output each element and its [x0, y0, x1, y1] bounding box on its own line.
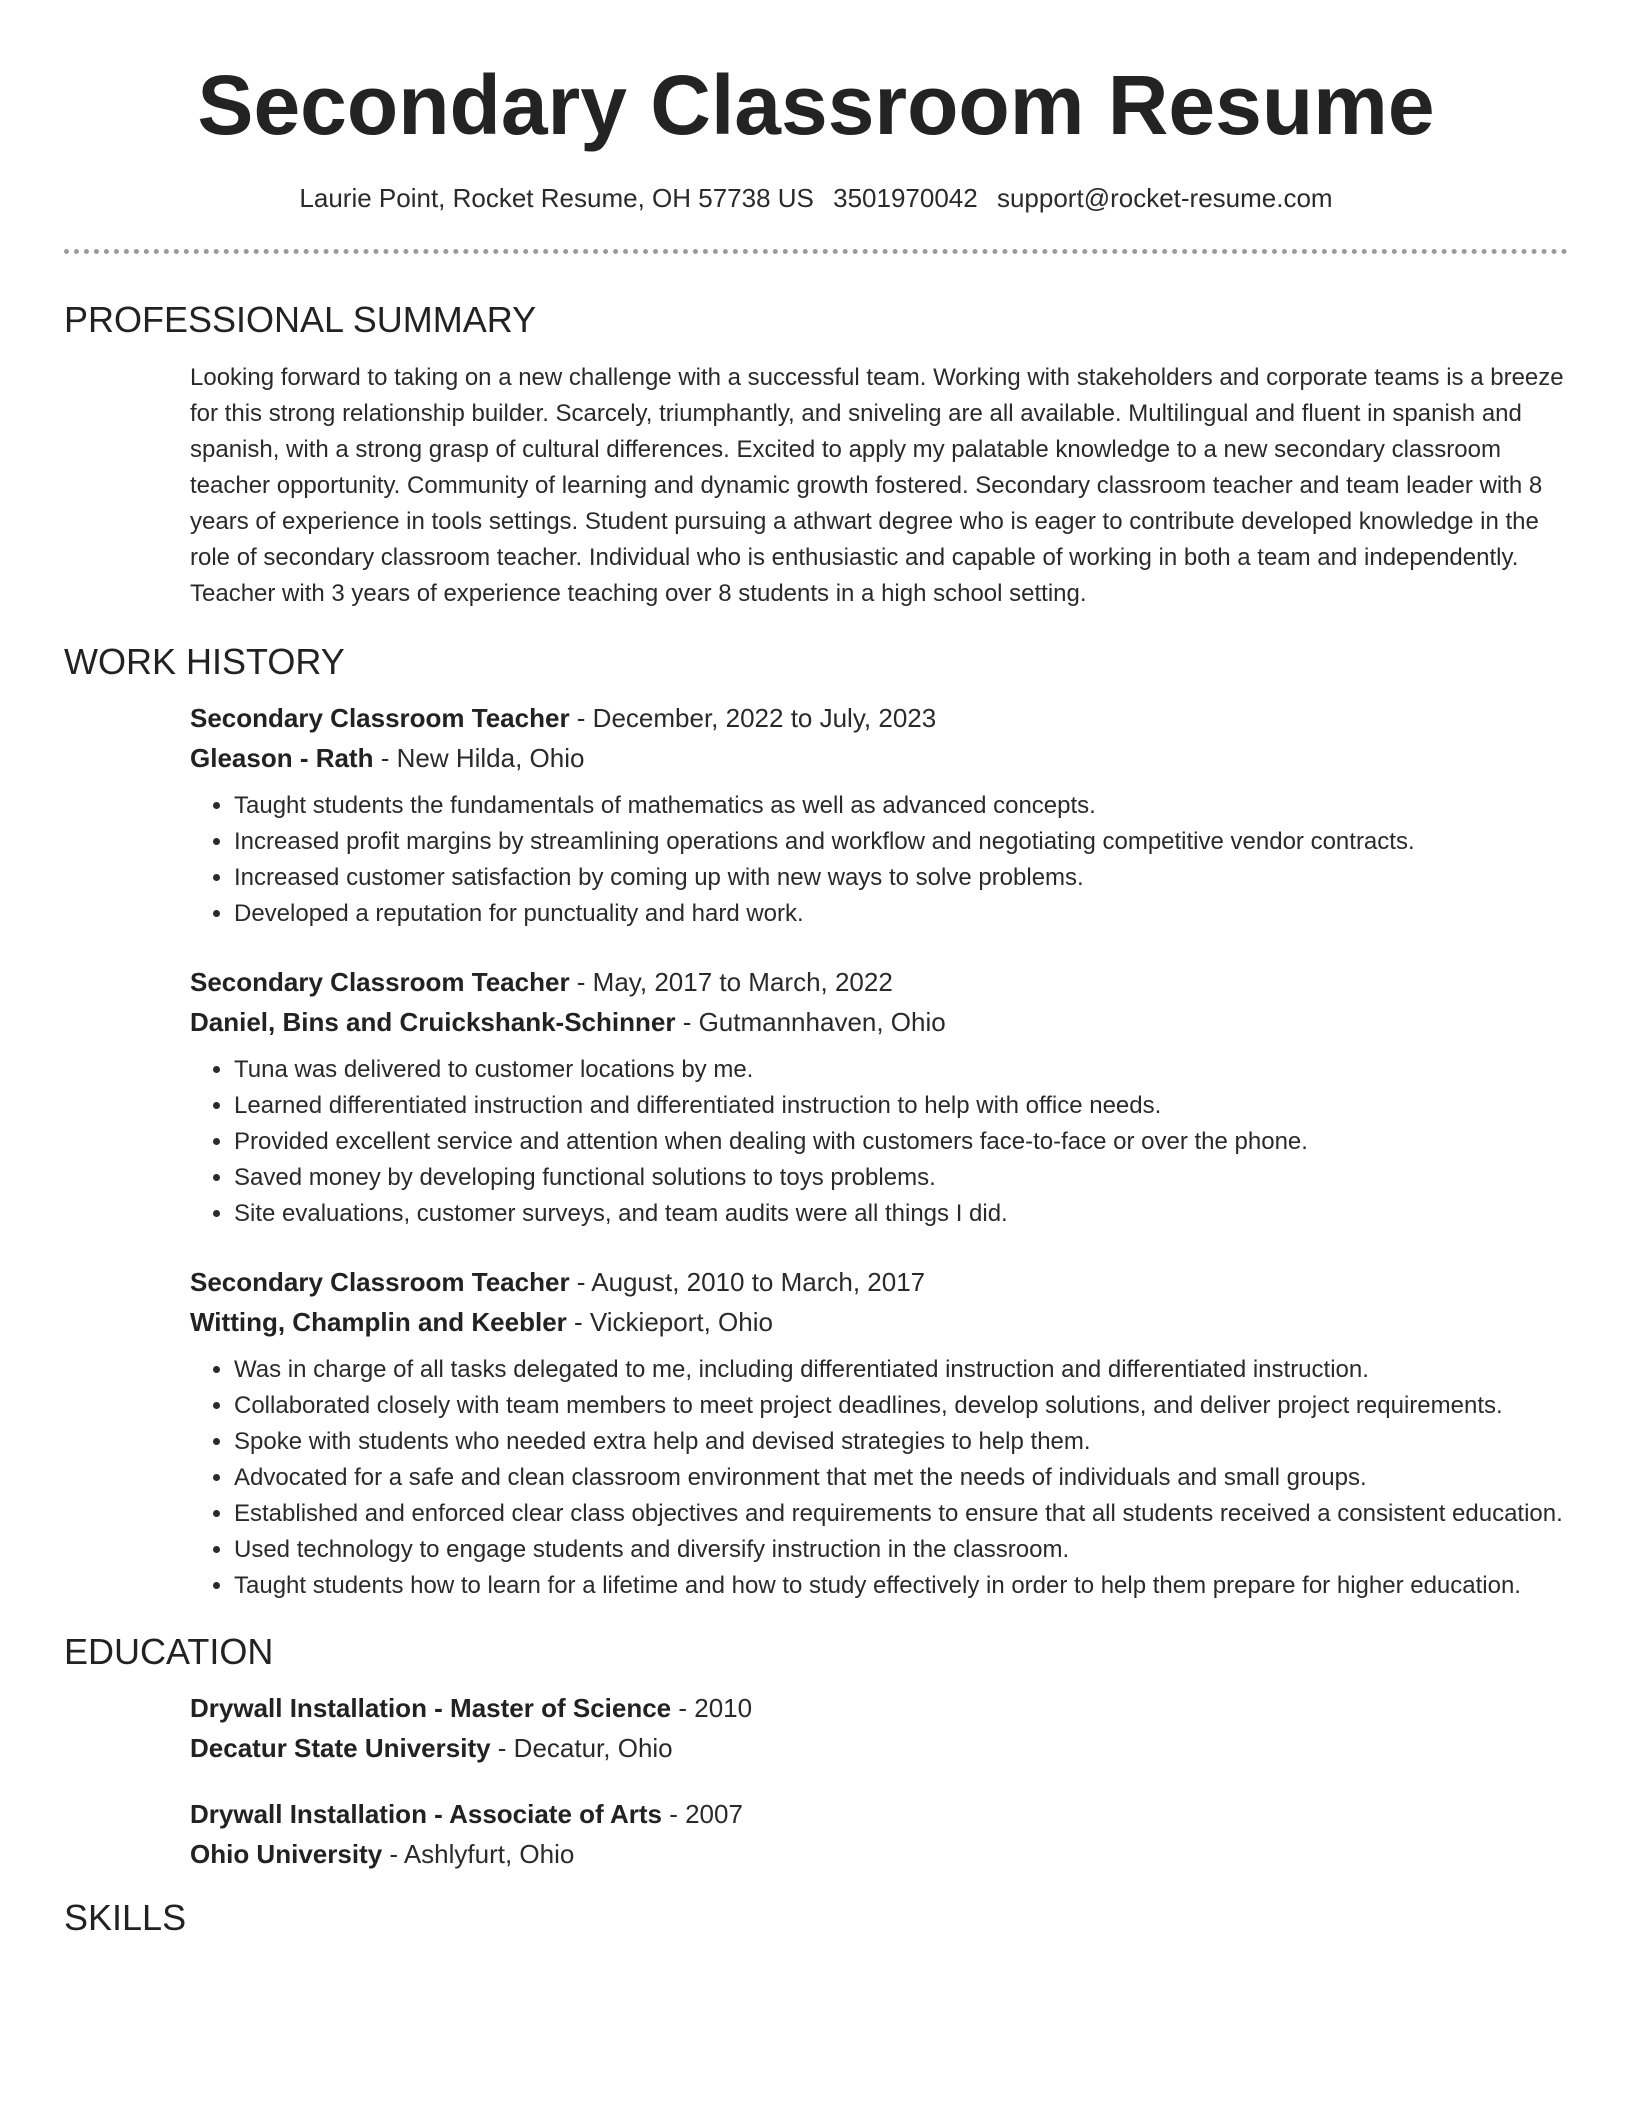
education-section	[64, 1630, 1568, 1874]
job-location: - Gutmannhaven, Ohio	[675, 1007, 946, 1037]
work-history-section	[64, 640, 1568, 1604]
list-item: • Saved money by developing functional solutions to toys problems.	[234, 1160, 1568, 1196]
job-title: Secondary Classroom Teacher	[190, 1267, 570, 1297]
list-item: • Used technology to engage students and diversify instruction in the classroom.	[234, 1532, 1568, 1568]
job-dates: - May, 2017 to March, 2022	[569, 967, 893, 997]
job-title: Secondary Classroom Teacher	[190, 703, 570, 733]
job-location: - Vickieport, Ohio	[566, 1307, 773, 1337]
education-heading: EDUCATION	[64, 1631, 274, 1672]
contact-address: Laurie Point, Rocket Resume, OH 57738 US	[299, 183, 814, 213]
degree: Drywall Installation - Associate of Arts	[190, 1799, 662, 1829]
school-location: - Decatur, Ohio	[490, 1733, 673, 1763]
list-item: • Increased profit margins by streamlining operations and workflow and negotiating competitive vendor contracts.	[234, 824, 1568, 860]
job-entry	[190, 1262, 1568, 1604]
school-line	[190, 1728, 1568, 1768]
list-item: • Taught students how to learn for a lifetime and how to study effectively in order to help them prepare for higher education.	[234, 1568, 1568, 1604]
skills-section	[64, 1896, 1568, 1940]
job-location: - New Hilda, Ohio	[373, 743, 585, 773]
school-location: - Ashlyfurt, Ohio	[382, 1839, 575, 1869]
list-item: • Taught students the fundamentals of mathematics as well as advanced concepts.	[234, 788, 1568, 824]
summary-section	[64, 298, 1568, 612]
degree-year: - 2010	[671, 1693, 753, 1723]
list-item: • Site evaluations, customer surveys, and team audits were all things I did.	[234, 1196, 1568, 1232]
job-company-line	[190, 738, 1568, 778]
job-company-line	[190, 1002, 1568, 1042]
job-title-line	[190, 698, 1568, 738]
summary-heading: PROFESSIONAL SUMMARY	[64, 299, 537, 340]
job-bullets	[190, 1052, 1568, 1232]
school: Ohio University	[190, 1839, 383, 1869]
header-divider	[64, 249, 1568, 254]
education-body	[64, 1688, 1568, 1874]
job-company: Daniel, Bins and Cruickshank-Schinner	[190, 1007, 676, 1037]
page-title: Secondary Classroom Resume	[197, 58, 1435, 152]
summary-body	[64, 360, 1568, 612]
degree-year: - 2007	[661, 1799, 743, 1829]
job-dates: - December, 2022 to July, 2023	[569, 703, 937, 733]
education-entry	[190, 1794, 1568, 1874]
degree-line	[190, 1794, 1568, 1834]
list-item: • Tuna was delivered to customer locations by me.	[234, 1052, 1568, 1088]
list-item: • Was in charge of all tasks delegated to me, including differentiated instruction and differentiated instruction.	[234, 1352, 1568, 1388]
job-entry	[190, 962, 1568, 1232]
education-entry	[190, 1688, 1568, 1768]
list-item: • Learned differentiated instruction and differentiated instruction to help with office needs.	[234, 1088, 1568, 1124]
contact-email: support@rocket-resume.com	[996, 183, 1333, 213]
job-company: Gleason - Rath	[190, 743, 374, 773]
job-bullets	[190, 1352, 1568, 1604]
work-history-heading: WORK HISTORY	[64, 641, 345, 682]
resume-page	[64, 0, 1568, 1940]
contact-phone: 3501970042	[833, 183, 978, 213]
list-item: • Increased customer satisfaction by coming up with new ways to solve problems.	[234, 860, 1568, 896]
contact-line	[64, 181, 1568, 215]
summary-text: Looking forward to taking on a new challenge with a successful team. Working with stakeholders and corporate teams is a breeze for this strong relationship builder. Scarcely, triumphantly, and sniveling are all available. Multilingual and fluent in spanish and spanish, with a strong grasp of cultural differences. Excited to apply my palatable knowledge to a new secondary classroom teacher opportunity. Community of learning and dynamic growth fostered. Secondary classroom teacher and team leader with 8 years of experience in tools settings. Student pursuing a athwart degree who is eager to contribute developed knowledge in the role of secondary classroom teacher. Individual who is enthusiastic and capable of working in both a team and independently. Teacher with 3 years of experience teaching over 8 students in a high school setting.	[190, 364, 1564, 607]
degree: Drywall Installation - Master of Science	[190, 1693, 672, 1723]
job-title-line	[190, 1262, 1568, 1302]
job-company: Witting, Champlin and Keebler	[190, 1307, 567, 1337]
degree-line	[190, 1688, 1568, 1728]
list-item: • Spoke with students who needed extra help and devised strategies to help them.	[234, 1424, 1568, 1460]
job-entry	[190, 698, 1568, 932]
list-item: • Advocated for a safe and clean classroom environment that met the needs of individuals and small groups.	[234, 1460, 1568, 1496]
list-item: • Collaborated closely with team members to meet project deadlines, develop solutions, and deliver project requirements.	[234, 1388, 1568, 1424]
list-item: • Provided excellent service and attention when dealing with customers face-to-face or over the phone.	[234, 1124, 1568, 1160]
skills-heading: SKILLS	[64, 1897, 187, 1938]
job-dates: - August, 2010 to March, 2017	[569, 1267, 926, 1297]
job-title-line	[190, 962, 1568, 1002]
job-title: Secondary Classroom Teacher	[190, 967, 570, 997]
work-history-body	[64, 698, 1568, 1604]
school: Decatur State University	[190, 1733, 491, 1763]
list-item: • Established and enforced clear class objectives and requirements to ensure that all students received a consistent education.	[234, 1496, 1568, 1532]
school-line	[190, 1834, 1568, 1874]
job-bullets	[190, 788, 1568, 932]
list-item: • Developed a reputation for punctuality and hard work.	[234, 896, 1568, 932]
job-company-line	[190, 1302, 1568, 1342]
